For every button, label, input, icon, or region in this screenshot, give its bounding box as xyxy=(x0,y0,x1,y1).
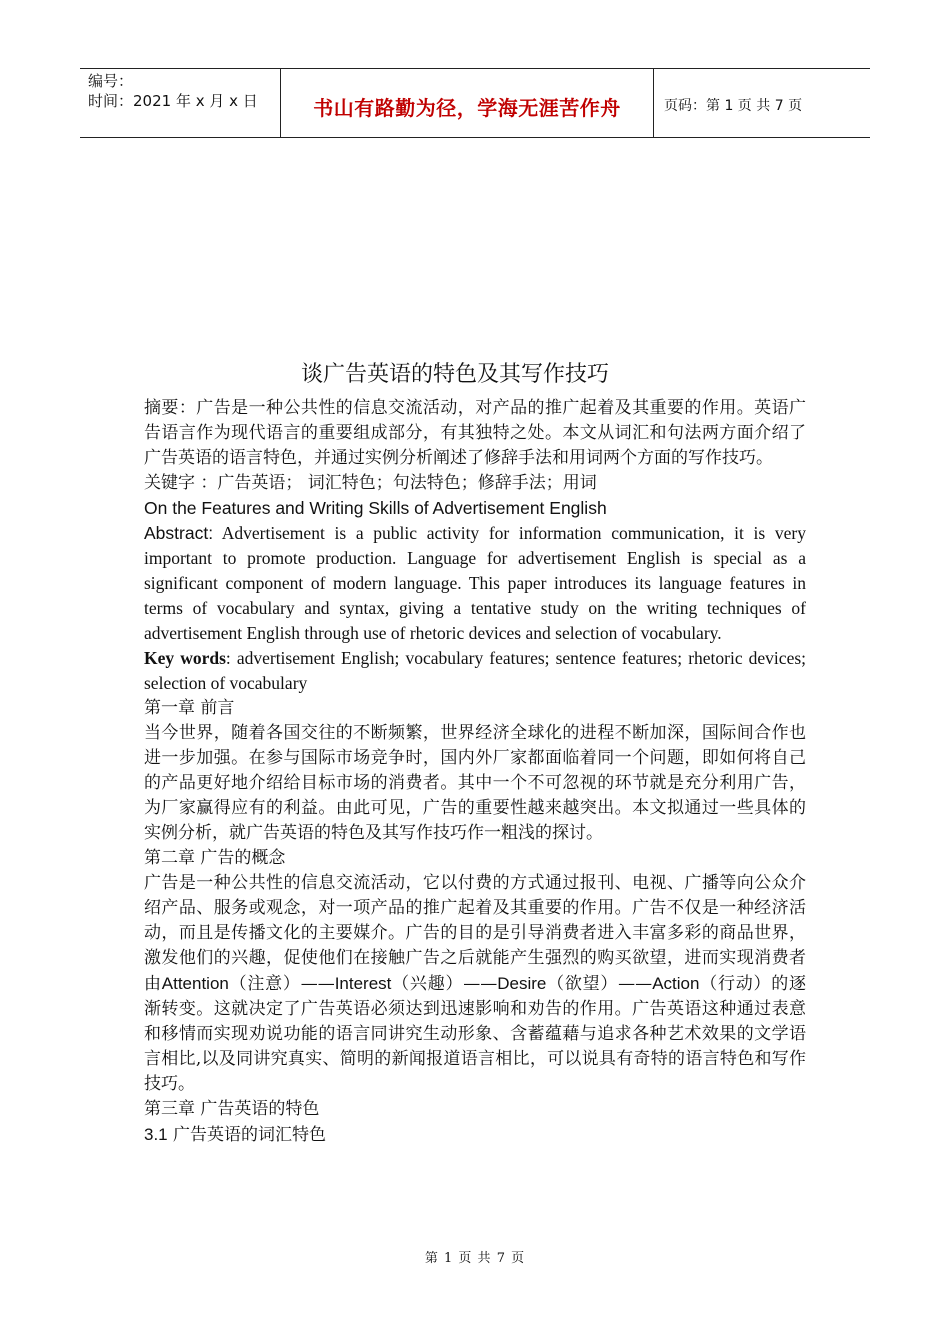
section-3-1-heading xyxy=(144,1122,806,1148)
chapter-3-heading: 第三章 广告英语的特色 xyxy=(144,1099,320,1119)
english-title: On the Features and Writing Skills of Advertisement English xyxy=(144,498,607,518)
keywords-en xyxy=(144,646,806,696)
section-3-1-number: 3.1 xyxy=(144,1125,168,1144)
abstract-en-label: Abstract: xyxy=(144,523,214,543)
term-attention: Attention xyxy=(161,974,229,993)
document-time-label: 时间：2021 年 x 月 x 日 xyxy=(88,92,258,110)
chapter-2-text-1: 广告是一种公共性的信息交流活动，它以付费的方式通过报刊、电视、广播等向公众介绍产品、服务或观念，对一项产品的推广起着及其重要的作用。广告不仅是一种经济活动，而且是传播文化的主要媒介。广告的目的是引导消费者进入丰富多彩的商品世界，激发他们的兴趣，促使他们在接触广告之后就能产生强烈的购买欲望，进而实现消费者由 xyxy=(144,873,806,994)
chapter-2-body xyxy=(144,871,806,1097)
document-code-label: 编号： xyxy=(88,72,134,90)
chapter-2-text-5: （行动）的逐渐转变。这就决定了广告英语必须达到迅速影响和劝告的作用。广告英语这种通过表意和移情而实现劝说功能的语言同讲究生动形象、含蓄蕴藉与追求各种艺术效果的文学语言相比,以及同讲究真实、简明的新闻报道语言相比，可以说具有奇特的语言特色和写作技巧。 xyxy=(144,974,807,1094)
document-body xyxy=(144,396,806,1148)
term-desire: Desire xyxy=(497,974,547,993)
keywords-en-label: Key words xyxy=(144,648,226,668)
term-action: Action xyxy=(652,974,700,993)
chapter-2-heading: 第二章 广告的概念 xyxy=(144,848,286,868)
abstract-en xyxy=(144,521,806,646)
header-page-info-cell xyxy=(654,69,870,137)
abstract-cn: 摘要：广告是一种公共性的信息交流活动，对产品的推广起着及其重要的作用。英语广告语言作为现代语言的重要组成部分，有其独特之处。本文从词汇和句法两方面介绍了广告英语的语言特色，并通过实例分析阐述了修辞手法和用词两个方面的写作技巧。 xyxy=(144,398,806,468)
header-meta xyxy=(80,69,280,137)
header-motto-cell xyxy=(280,69,654,137)
chapter-1-heading: 第一章 前言 xyxy=(144,698,235,718)
header-table xyxy=(80,68,870,138)
page-footer: 第 1 页 共 7 页 xyxy=(424,1251,526,1266)
abstract-en-text: Advertisement is a public activity for information communication, it is very important to promote production. Language for advertisement English is special as a significant component of modern language. This paper introduces its language features in terms of vocabulary and syntax, giving a tentative study on the writing techniques of advertisement English through use of rhetoric devices and selection of vocabulary. xyxy=(144,523,806,643)
document-title: 谈广告英语的特色及其写作技巧 xyxy=(300,362,609,387)
chapter-1-body: 当今世界，随着各国交往的不断频繁，世界经济全球化的进程不断加深，国际间合作也进一步加强。在参与国际市场竞争时，国内外厂家都面临着同一个问题，即如何将自己的产品更好地介绍给目标市场的消费者。其中一个不可忽视的环节就是充分利用广告，为厂家赢得应有的利益。由此可见，广告的重要性越来越突出。本文拟通过一些具体的实例分析，就广告英语的特色及其写作技巧作一粗浅的探讨。 xyxy=(144,723,806,843)
term-interest: Interest xyxy=(334,974,392,993)
chapter-2-text-4: （欲望）—— xyxy=(546,974,653,994)
header-motto: 书山有路勤为径，学海无涯苦作舟 xyxy=(313,95,621,120)
header-page-info: 页码：第 1 页 共 7 页 xyxy=(664,98,803,114)
chapter-2-text-3: （兴趣）—— xyxy=(391,974,498,994)
keywords-cn: 关键字 ：广告英语； 词汇特色；句法特色；修辞手法；用词 xyxy=(144,473,597,493)
keywords-en-text: : advertisement English; vocabulary features; sentence features; rhetoric devices; selection of vocabulary xyxy=(144,648,807,693)
section-3-1-title: 广告英语的词汇特色 xyxy=(167,1125,327,1145)
chapter-2-text-2: （注意）—— xyxy=(228,974,335,994)
